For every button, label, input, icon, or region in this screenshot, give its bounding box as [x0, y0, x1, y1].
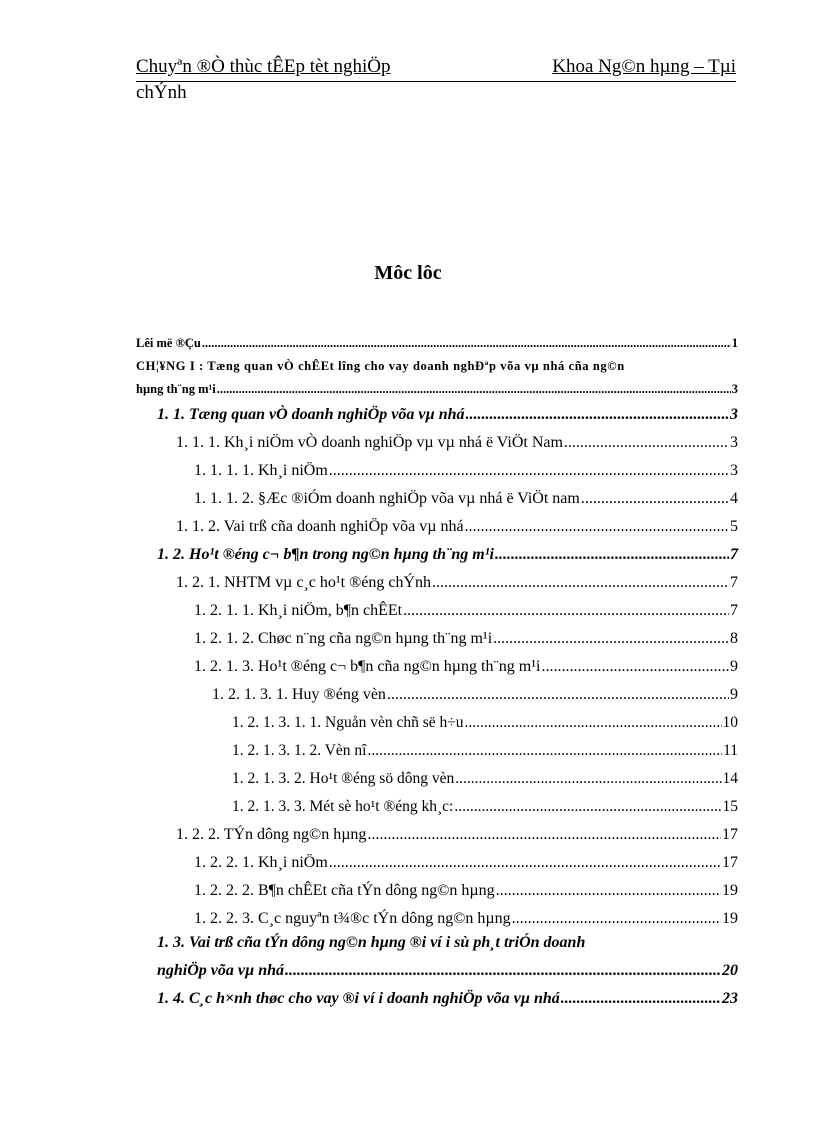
toc-entry: 1. 2. 1. NHTM vµ c¸c ho¹t ®éng chÝnh ..... 7: [176, 574, 738, 592]
toc-entry: 1. 1. Tæng quan vÒ doanh nghiÖp võa vµ nhá ..... 3: [157, 406, 738, 424]
toc-entry: 1. 2. 1. 1. Kh¸i niÖm, b¶n chÊEt ..... 7: [194, 602, 738, 620]
toc-entry: 1. 1. 2. Vai trß cña doanh nghiÖp võa vµ nhá ..... 5: [176, 518, 738, 536]
toc-entry: 1. 2. 1. 3. 1. 1. Nguån vèn chñ së h÷u ..... 10: [232, 714, 738, 732]
toc-entry: 1. 2. 2. TÝn dông ng©n hµng ..... 17: [176, 826, 738, 844]
toc-entry: 1. 2. Ho¹t ®éng c¬ b¶n trong ng©n hµng th¨ng m¹i ..... 7: [157, 546, 738, 564]
header-continuation: chÝnh: [136, 82, 187, 103]
toc-entry: hµng th¨ng m¹i ..... 3: [136, 382, 738, 397]
header-left: Chuyªn ®Ò thùc tÊEp tèt nghiÖp: [136, 56, 391, 77]
toc-entry: 1. 2. 2. 2. B¶n chÊEt cña tÝn dông ng©n hµng ..... 19: [194, 882, 738, 900]
toc-entry: 1. 2. 1. 3. 2. Ho¹t ®éng sö dông vèn ..... 14: [232, 770, 738, 788]
toc-entry: CH¦¥NG I : Tæng quan vÒ chÊEt lîng cho vay doanh nghÐªp võa vµ nhá cña ng©n: [136, 359, 625, 373]
toc-entry: 1. 2. 1. 3. 1. 2. Vèn nî ..... 11: [232, 742, 738, 760]
toc-entry: 1. 4. C¸c h×nh thøc cho vay ®i ví i doanh nghiÖp võa vµ nhá ..... 23: [157, 990, 738, 1008]
toc-entry: 1. 2. 1. 3. Ho¹t ®éng c¬ b¶n cña ng©n hµng th¨ng m¹i ..... 9: [194, 658, 738, 676]
toc-entry: 1. 2. 1. 3. 3. Mét sè ho¹t ®éng kh¸c: ..... 15: [232, 798, 738, 816]
toc-entry: nghiÖp võa vµ nhá ..... 20: [157, 962, 738, 980]
toc-entry: 1. 3. Vai trß cña tÝn dông ng©n hµng ®i ví i sù ph¸t triÓn doanh: [157, 934, 586, 951]
page-title: Môc lôc: [374, 262, 442, 284]
header-right: Khoa Ng©n hµng – Tµi: [552, 56, 736, 77]
header-rule: [136, 81, 736, 82]
toc-entry: 1. 2. 2. 1. Kh¸i niÖm ..... 17: [194, 854, 738, 872]
toc-entry: 1. 1. 1. 2. §Æc ®iÓm doanh nghiÖp võa vµ nhá ë ViÖt nam ..... 4: [194, 490, 738, 508]
toc-entry: 1. 2. 1. 3. 1. Huy ®éng vèn ..... 9: [212, 686, 738, 704]
toc-entry: 1. 1. 1. 1. Kh¸i niÖm ..... 3: [194, 462, 738, 480]
toc-entry: 1. 2. 1. 2. Chøc n¨ng cña ng©n hµng th¨ng m¹i ..... 8: [194, 630, 738, 648]
toc-entry: Lêi më ®Çu ..... 1: [136, 336, 738, 351]
page-header: [136, 55, 736, 105]
toc-entry: 1. 1. 1. Kh¸i niÖm vÒ doanh nghiÖp vµ vµ nhá ë ViÖt Nam ..... 3: [176, 434, 738, 452]
toc-entry: 1. 2. 2. 3. C¸c nguyªn t¾®c tÝn dông ng©n hµng ..... 19: [194, 910, 738, 928]
